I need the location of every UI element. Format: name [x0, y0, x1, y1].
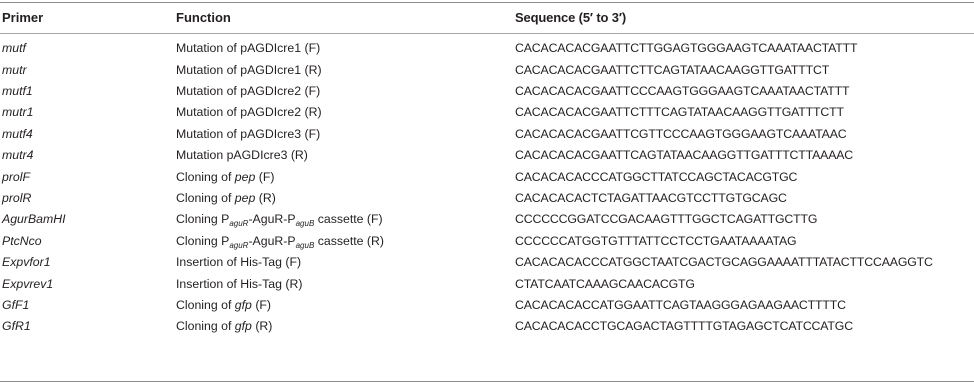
table-row: [0, 231, 974, 252]
table-row: [0, 209, 974, 230]
header-rule: [0, 33, 974, 34]
table-row: [0, 59, 974, 80]
function-part-post: (F): [255, 169, 275, 184]
function-part-pre: Mutation of pAGDIcre2 (F): [176, 84, 321, 99]
function-part-p3: cassette (F): [314, 212, 383, 227]
primer-sequence: CACACACACGAATTCTTGGAGTGGGAAGTCAAATAACTATTT: [515, 41, 858, 56]
header-primer: Primer: [2, 9, 44, 25]
primer-sequence: CACACACACGAATTCTTCAGTATAACAAGGTTGATTTCT: [515, 62, 830, 77]
primer-function: [176, 319, 272, 333]
primer-name: mutr4: [2, 148, 34, 163]
function-part-post: (R): [255, 191, 276, 206]
table-row: [0, 273, 974, 294]
primer-sequence: CCCCCCGGATCCGACAAGTTTGGCTCAGATTGCTTG: [515, 212, 818, 227]
table-row: [0, 38, 974, 59]
function-part-p2: -AguR-P: [248, 233, 296, 248]
primer-sequence: CACACACACGAATTCCCAAGTGGGAAGTCAAATAACTATTT: [515, 84, 850, 99]
primer-function: [176, 148, 308, 162]
function-part-it: gfp: [234, 298, 252, 313]
function-part-pre: Cloning of: [176, 191, 235, 206]
primer-name: PtcNco: [2, 233, 42, 248]
primer-name: GfR1: [2, 319, 31, 334]
primer-name: Expvrev1: [2, 276, 54, 291]
primer-function: [176, 298, 271, 312]
table-row: [0, 252, 974, 273]
primer-sequence: CTATCAATCAAAGCAACACGTG: [515, 276, 695, 291]
primer-name: mutf: [2, 41, 26, 56]
function-part-s2: aguB: [295, 240, 315, 250]
table-row: [0, 81, 974, 102]
function-part-post: (F): [251, 298, 272, 313]
function-part-s2: aguB: [295, 219, 315, 229]
table-row: [0, 124, 974, 145]
primer-name: mutr: [2, 62, 27, 77]
function-part-pre: Insertion of His-Tag (F): [176, 255, 302, 270]
primer-function: [176, 191, 276, 205]
primer-name: mutf1: [2, 84, 33, 99]
function-part-pre: Mutation of pAGDIcre1 (F): [176, 41, 321, 56]
primer-sequence: CACACACACCTGCAGACTAGTTTTGTAGAGCTCATCCATGC: [515, 319, 853, 334]
header-function: Function: [176, 9, 231, 25]
primer-name: GfF1: [2, 298, 30, 313]
primer-sequence: CACACACACGAATTCTTTCAGTATAACAAGGTTGATTTCTT: [515, 105, 844, 120]
primer-name: mutr1: [2, 105, 34, 120]
function-part-pre: Mutation of pAGDIcre1 (R): [176, 62, 322, 77]
table-row: [0, 102, 974, 123]
primer-function: [176, 41, 320, 55]
table-row: [0, 188, 974, 209]
function-part-pre: Insertion of His-Tag (R): [176, 276, 303, 291]
primer-sequence: CACACACACCATGGAATTCAGTAAGGGAGAAGAACTTTTC: [515, 298, 846, 313]
table-top-rule: [0, 2, 974, 3]
function-part-p2: -AguR-P: [248, 212, 296, 227]
function-part-p1: Cloning P: [176, 212, 230, 227]
table-row: [0, 316, 974, 337]
function-part-pre: Cloning of: [176, 298, 235, 313]
table-row: [0, 295, 974, 316]
header-row: [0, 6, 974, 28]
function-part-it: pep: [234, 169, 256, 184]
function-part-pre: Mutation pAGDIcre3 (R): [176, 148, 308, 163]
primer-name: AgurBamHI: [2, 212, 66, 227]
primer-function: [176, 255, 301, 269]
function-part-it: gfp: [234, 319, 252, 334]
function-part-pre: Cloning of: [176, 169, 235, 184]
function-part-pre: Cloning of: [176, 319, 235, 334]
primer-sequence: CCCCCCATGGTGTTTATTCCTCCTGAATAAAATAG: [515, 233, 797, 248]
primer-sequence: CACACACACCCATGGCTTATCCAGCTACACGTGC: [515, 169, 798, 184]
primer-sequence: CACACACACGAATTCAGTATAACAAGGTTGATTTCTTAAAAC: [515, 148, 854, 163]
primer-name: Expvfor1: [2, 255, 51, 270]
table-row: [0, 145, 974, 166]
primer-name: prolF: [2, 169, 31, 184]
primer-function: [176, 84, 320, 98]
primer-sequence: CACACACACTCTAGATTAACGTCCTTGTGCAGC: [515, 191, 787, 206]
function-part-pre: Mutation of pAGDIcre2 (R): [176, 105, 322, 120]
function-part-pre: Mutation of pAGDIcre3 (F): [176, 126, 321, 141]
function-part-p1: Cloning P: [176, 233, 230, 248]
primer-function: [176, 127, 320, 141]
primer-sequence: CACACACACGAATTCGTTCCCAAGTGGGAAGTCAAATAAC: [515, 126, 847, 141]
header-sequence: Sequence (5′ to 3′): [515, 9, 627, 25]
primer-function: [176, 212, 383, 229]
primer-sequence: CACACACACCCATGGCTAATCGACTGCAGGAAAATTTATACTTCCAAGGTC: [515, 255, 933, 270]
primer-function: [176, 63, 322, 77]
function-part-s1: aguR: [229, 240, 249, 250]
function-part-p3: cassette (R): [314, 233, 384, 248]
table-bottom-rule: [0, 381, 974, 382]
primer-function: [176, 170, 274, 184]
function-part-post: (R): [251, 319, 273, 334]
primer-function: [176, 105, 322, 119]
function-part-s1: aguR: [229, 219, 249, 229]
primer-name: prolR: [2, 191, 32, 206]
primer-function: [176, 234, 384, 248]
primer-name: mutf4: [2, 126, 33, 141]
function-part-it: pep: [234, 191, 256, 206]
primer-function: [176, 277, 302, 291]
table-row: [0, 166, 974, 187]
